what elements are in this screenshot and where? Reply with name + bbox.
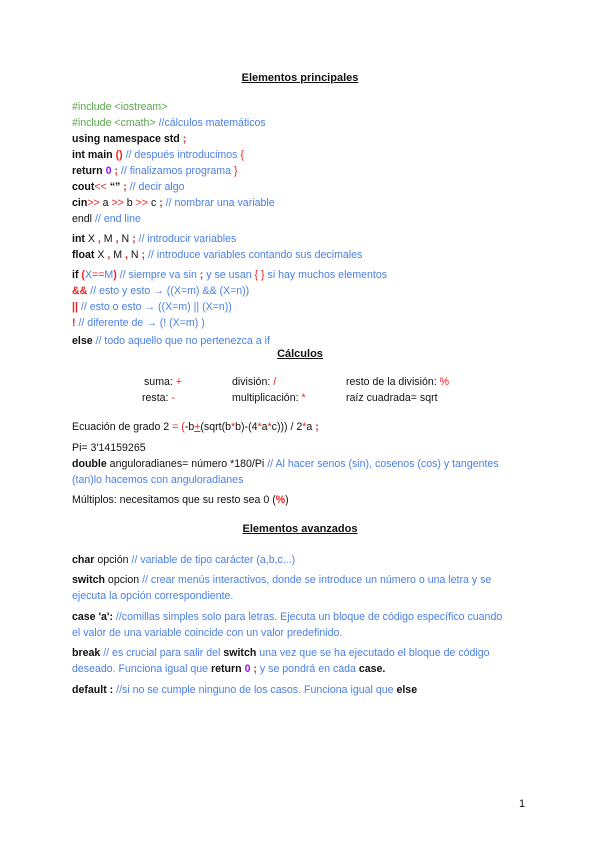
text-segment: >>	[135, 197, 148, 209]
text-segment: !	[72, 317, 76, 329]
text-segment: *	[301, 392, 306, 404]
text-line	[72, 646, 490, 660]
calculos-cell	[232, 392, 306, 404]
heading-calculos: Cálculos	[277, 348, 323, 360]
text-segment: ;	[182, 133, 187, 145]
text-line	[72, 441, 146, 455]
text-segment: opción	[97, 554, 132, 566]
text-segment: ,	[97, 233, 101, 245]
text-line	[72, 316, 205, 330]
text-segment: ;	[159, 197, 163, 209]
text-segment: una vez que se ha ejecutado el bloque de código	[256, 647, 490, 659]
text-segment: // end line	[94, 213, 141, 225]
text-segment: +	[175, 376, 182, 388]
text-segment: ==	[92, 269, 105, 281]
text-segment: a	[99, 197, 112, 209]
text-segment: ;	[132, 233, 136, 245]
text-line	[72, 100, 167, 114]
text-segment: else	[396, 684, 418, 696]
text-segment: // después introducimos	[122, 149, 241, 161]
text-segment: #include <cmath>	[72, 117, 159, 129]
text-segment: }	[233, 165, 238, 177]
text-line	[72, 662, 385, 676]
text-segment: “”	[109, 181, 124, 193]
text-line	[72, 420, 319, 434]
text-line	[72, 232, 236, 246]
calculos-cell	[346, 376, 449, 388]
page-number: 1	[519, 798, 526, 810]
text-segment: (	[81, 269, 85, 281]
text-segment: #include <iostream>	[72, 101, 168, 113]
text-line	[72, 457, 499, 471]
text-segment: Pi= 3'14159265	[72, 442, 146, 454]
text-segment: default :	[72, 684, 117, 696]
text-segment: if	[72, 269, 82, 281]
text-segment: /	[273, 376, 277, 388]
text-segment: break	[72, 647, 104, 659]
text-segment: // esto y esto → ((X=m) && (X=n))	[87, 285, 250, 297]
text-segment: ;	[199, 269, 204, 281]
text-segment: raíz cuadrada= sqrt	[346, 392, 438, 404]
text-segment: y se usan	[203, 269, 255, 281]
text-segment: case.	[358, 663, 386, 675]
text-segment: ;	[315, 421, 319, 433]
text-segment: c	[148, 197, 160, 209]
text-segment: 0	[244, 663, 251, 675]
text-segment: //cálculos matemáticos	[158, 117, 266, 129]
text-segment: // es crucial para salir del	[103, 647, 224, 659]
text-segment: resta:	[142, 392, 172, 404]
heading-elementos-avanzados: Elementos avanzados	[242, 523, 358, 535]
text-segment: >>	[87, 197, 100, 209]
text-segment: -b	[184, 421, 195, 433]
text-segment: using namespace std	[72, 133, 183, 145]
text-segment: cout	[72, 181, 95, 193]
text-segment: int main	[72, 149, 116, 161]
text-segment: +	[194, 421, 201, 433]
text-segment: división:	[232, 376, 274, 388]
text-segment: // introducir variables	[135, 233, 237, 245]
text-segment: ,	[107, 249, 111, 261]
text-segment: ,	[125, 249, 128, 261]
text-segment: el valor de una variable coincide con un valor predefinido.	[72, 627, 343, 639]
text-segment: M	[110, 249, 125, 261]
text-segment: *	[267, 421, 272, 433]
text-segment: X	[87, 233, 98, 245]
text-segment: // decir algo	[126, 181, 185, 193]
text-segment: return	[211, 663, 245, 675]
text-segment: ;	[250, 663, 257, 675]
text-segment: {	[240, 149, 244, 161]
text-segment: float	[72, 249, 98, 261]
text-segment: )	[113, 269, 117, 281]
text-segment: )	[285, 494, 289, 506]
text-segment: //si no se cumple ninguno de los casos. Funciona igual que	[116, 684, 397, 696]
text-segment: // Al hacer senos (sin), cosenos (cos) y tangentes	[267, 458, 499, 470]
text-segment: char	[72, 554, 98, 566]
text-segment: si hay muchos elementos	[264, 269, 388, 281]
text-segment: >>	[111, 197, 124, 209]
text-line	[72, 683, 417, 697]
text-line	[72, 132, 186, 146]
text-segment: // todo aquello que no pertenezca a if	[95, 335, 270, 347]
text-line	[72, 248, 362, 262]
text-line	[72, 553, 295, 567]
text-line	[72, 610, 502, 624]
text-line	[72, 589, 233, 603]
text-segment: a	[261, 421, 268, 433]
text-segment: X	[84, 269, 93, 281]
text-segment: // crear menús interactivos, donde se introduce un número o una letra y se	[142, 574, 492, 586]
text-segment: b	[123, 197, 136, 209]
text-segment: ()	[115, 149, 123, 161]
text-segment: y se pondrá en cada	[256, 663, 359, 675]
text-segment: switch	[223, 647, 257, 659]
text-segment: %	[439, 376, 450, 388]
text-segment: b)-(4	[235, 421, 258, 433]
text-segment: else	[72, 335, 96, 347]
text-segment: double	[72, 458, 110, 470]
text-segment: ;	[123, 181, 127, 193]
text-line	[72, 148, 244, 162]
text-segment: = (	[172, 421, 185, 433]
text-line	[72, 626, 342, 640]
text-segment: suma:	[144, 376, 176, 388]
text-segment: int	[72, 233, 88, 245]
text-segment: resto de la división:	[346, 376, 440, 388]
text-segment: &&	[72, 285, 88, 297]
text-segment: ejecuta la opción correspondiente.	[72, 590, 234, 602]
text-segment: -	[171, 392, 175, 404]
text-segment: <<	[94, 181, 110, 193]
text-segment: (tan)lo hacemos con anguloradianes	[72, 474, 244, 486]
text-segment: switch	[72, 574, 108, 586]
text-line	[72, 300, 232, 314]
text-segment: %	[275, 494, 286, 506]
text-segment: 0	[105, 165, 112, 177]
text-line	[72, 573, 491, 587]
text-segment: anguloradianes= número *180/Pi	[109, 458, 268, 470]
text-line	[72, 180, 185, 194]
text-line	[72, 334, 270, 348]
text-line	[72, 164, 238, 178]
text-segment: Ecuación de grado 2	[72, 421, 173, 433]
text-line	[72, 196, 275, 210]
text-segment: ,	[115, 233, 119, 245]
text-line	[72, 268, 387, 282]
text-segment: endl	[72, 213, 95, 225]
text-segment: *	[257, 421, 262, 433]
calculos-cell	[144, 376, 182, 388]
heading-elementos-principales: Elementos principales	[241, 72, 359, 84]
text-segment: *	[231, 421, 236, 433]
text-segment: a	[306, 421, 316, 433]
text-line	[72, 493, 289, 507]
text-line	[72, 116, 266, 130]
text-segment: ||	[72, 301, 78, 313]
text-segment: case 'a':	[72, 611, 116, 623]
text-segment: // finalizamos programa	[117, 165, 234, 177]
text-segment: // diferente de → (! (X=m) )	[75, 317, 205, 329]
text-segment: //comillas simples solo para letras. Ejecuta un bloque de código específico cuando	[115, 611, 503, 623]
calculos-cell	[142, 392, 175, 404]
text-segment: // introduce variables contando sus decimales	[145, 249, 363, 261]
text-segment: // siempre va sin	[116, 269, 200, 281]
text-segment: N	[118, 233, 133, 245]
calculos-cell	[232, 376, 276, 388]
text-segment: opcion	[107, 574, 143, 586]
text-segment: // nombrar una variable	[162, 197, 275, 209]
text-segment: multiplicación:	[232, 392, 302, 404]
text-segment: (sqrt(b	[200, 421, 232, 433]
text-segment: Múltiplos: necesitamos que su resto sea 0 (	[72, 494, 276, 506]
text-segment: X	[97, 249, 108, 261]
text-line	[72, 284, 249, 298]
text-segment: ;	[111, 165, 118, 177]
text-segment: M	[100, 233, 116, 245]
calculos-cell	[346, 392, 438, 404]
text-segment: c))) / 2	[271, 421, 303, 433]
text-line	[72, 473, 243, 487]
text-segment: // esto o esto → ((X=m) || (X=n))	[77, 301, 232, 313]
text-segment: cin	[72, 197, 88, 209]
text-segment: ;	[141, 249, 146, 261]
text-segment: deseado. Funciona igual que	[72, 663, 212, 675]
text-segment: N	[127, 249, 142, 261]
text-segment: M	[104, 269, 114, 281]
text-line	[72, 212, 141, 226]
text-segment: *	[302, 421, 307, 433]
text-segment: return	[72, 165, 106, 177]
text-segment: { }	[254, 269, 265, 281]
text-segment: // variable de tipo carácter (a,b,c...)	[131, 554, 296, 566]
